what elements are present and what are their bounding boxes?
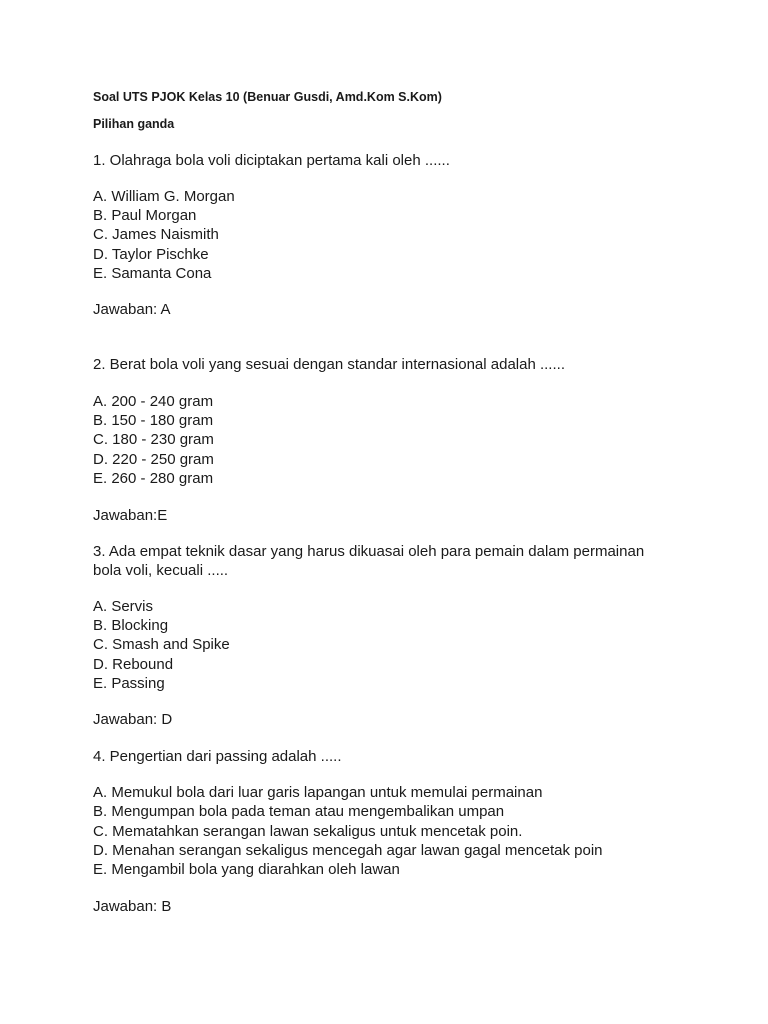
question-3-option-a: A. Servis xyxy=(93,598,154,615)
question-3-option-c: C. Smash and Spike xyxy=(93,636,230,653)
question-3-option-e: E. Passing xyxy=(93,675,165,692)
question-2-text: 2. Berat bola voli yang sesuai dengan standar internasional adalah ...... xyxy=(93,356,565,373)
question-3-text-line-2: bola voli, kecuali ..... xyxy=(93,562,229,579)
document-title: Soal UTS PJOK Kelas 10 (Benuar Gusdi, Amd.Kom S.Kom) xyxy=(93,90,442,104)
question-1-option-b: B. Paul Morgan xyxy=(93,207,197,224)
question-1-answer: Jawaban: A xyxy=(93,301,171,318)
question-4-answer: Jawaban: B xyxy=(93,898,172,915)
question-4-text: 4. Pengertian dari passing adalah ..... xyxy=(93,748,342,765)
section-heading: Pilihan ganda xyxy=(93,117,175,131)
question-4-option-d: D. Menahan serangan sekaligus mencegah agar lawan gagal mencetak poin xyxy=(93,842,603,859)
question-3-option-b: B. Blocking xyxy=(93,617,169,634)
question-3-option-d: D. Rebound xyxy=(93,656,174,673)
question-1-option-a: A. William G. Morgan xyxy=(93,188,235,205)
question-2-answer: Jawaban:E xyxy=(93,507,168,524)
question-3-text-line-1: 3. Ada empat teknik dasar yang harus dikuasai oleh para pemain dalam permainan xyxy=(93,543,645,560)
question-2-option-c: C. 180 - 230 gram xyxy=(93,431,214,448)
question-4-option-c: C. Mematahkan serangan lawan sekaligus untuk mencetak poin. xyxy=(93,823,523,840)
question-3-answer: Jawaban: D xyxy=(93,711,173,728)
question-1-option-c: C. James Naismith xyxy=(93,226,219,243)
question-4-option-b: B. Mengumpan bola pada teman atau mengembalikan umpan xyxy=(93,803,505,820)
question-1-text: 1. Olahraga bola voli diciptakan pertama kali oleh ...... xyxy=(93,152,450,169)
question-2-option-e: E. 260 - 280 gram xyxy=(93,470,214,487)
question-4-option-e: E. Mengambil bola yang diarahkan oleh lawan xyxy=(93,861,400,878)
question-2-option-a: A. 200 - 240 gram xyxy=(93,393,214,410)
question-2-option-b: B. 150 - 180 gram xyxy=(93,412,214,429)
question-2-option-d: D. 220 - 250 gram xyxy=(93,451,214,468)
question-1-option-d: D. Taylor Pischke xyxy=(93,246,209,263)
question-1-option-e: E. Samanta Cona xyxy=(93,265,212,282)
question-4-option-a: A. Memukul bola dari luar garis lapangan untuk memulai permainan xyxy=(93,784,543,801)
